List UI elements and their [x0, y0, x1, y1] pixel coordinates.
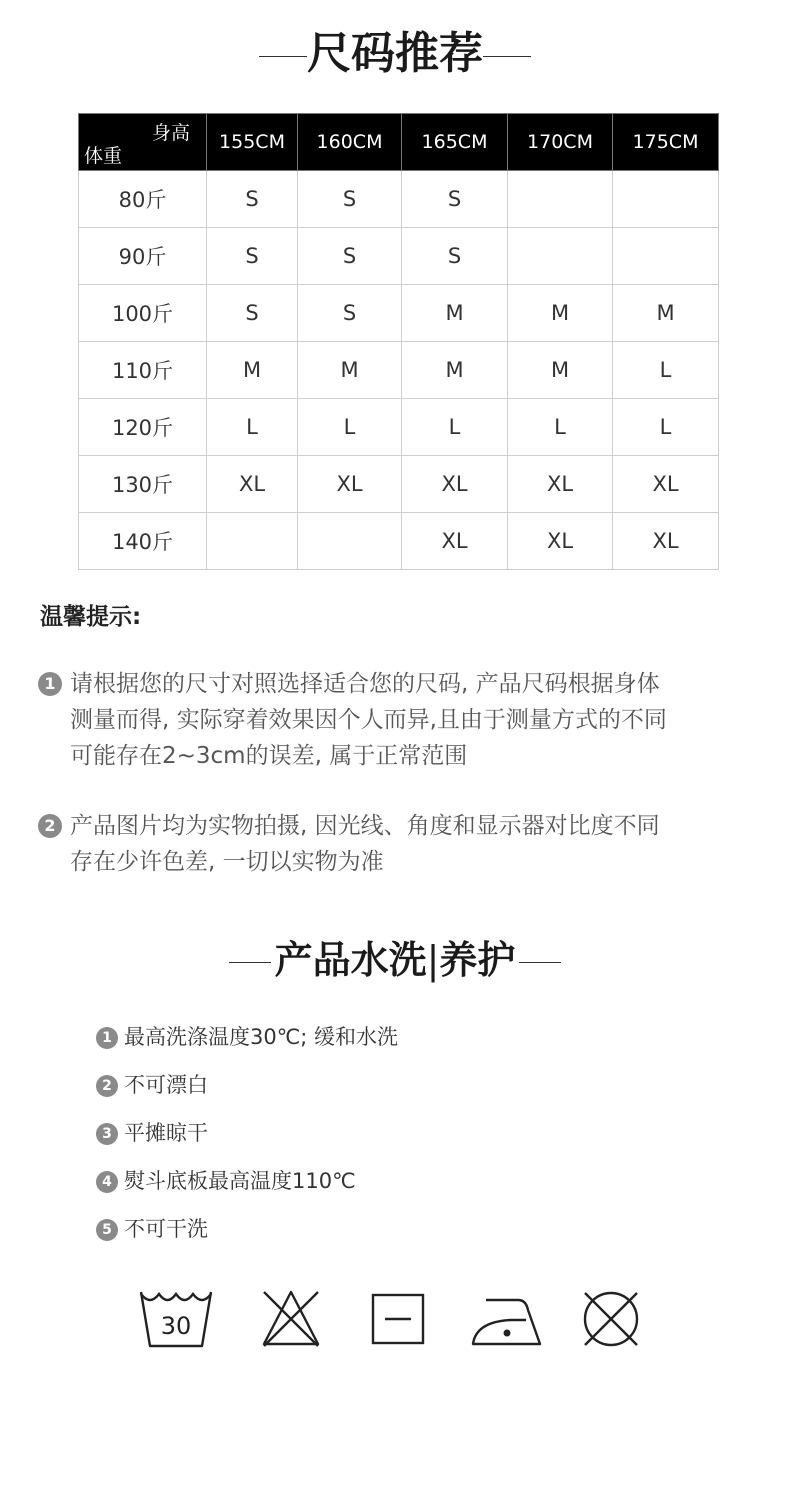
size-cell: S — [298, 171, 402, 228]
tips-title: 温馨提示: — [40, 604, 142, 630]
weight-cell: 100斤 — [79, 285, 207, 342]
wash-30-icon — [138, 1286, 214, 1350]
care-number-badge: 3 — [96, 1123, 118, 1145]
size-cell: S — [207, 285, 298, 342]
size-cell: S — [402, 228, 508, 285]
care-title-separator: | — [426, 938, 440, 982]
header-height: 175CM — [613, 114, 719, 171]
size-cell: XL — [207, 456, 298, 513]
care-item-text: 熨斗底板最高温度110℃ — [124, 1169, 356, 1193]
weight-label: 体重 — [84, 145, 123, 167]
care-item-text: 平摊晾干 — [124, 1121, 208, 1145]
size-cell — [613, 228, 719, 285]
size-cell: M — [207, 342, 298, 399]
size-cell: S — [298, 228, 402, 285]
size-cell: XL — [613, 513, 719, 570]
header-height: 170CM — [508, 114, 613, 171]
size-cell: L — [207, 399, 298, 456]
size-cell: XL — [402, 513, 508, 570]
title-dash-right — [483, 56, 531, 57]
size-cell: L — [508, 399, 613, 456]
size-cell: M — [402, 342, 508, 399]
tip-line: 测量而得, 实际穿着效果因个人而异,且由于测量方式的不同 — [70, 707, 667, 733]
title-dash-left — [229, 962, 271, 963]
care-item-text: 最高洗涤温度30℃; 缓和水洗 — [124, 1025, 399, 1049]
weight-cell: 80斤 — [79, 171, 207, 228]
table-row — [79, 513, 719, 570]
size-cell: M — [402, 285, 508, 342]
size-cell: XL — [508, 456, 613, 513]
size-cell: XL — [508, 513, 613, 570]
care-number-badge: 1 — [96, 1027, 118, 1049]
size-cell: M — [613, 285, 719, 342]
dry-flat-icon — [370, 1292, 426, 1346]
size-section-title — [0, 24, 790, 84]
table-row — [79, 285, 719, 342]
size-cell: S — [207, 228, 298, 285]
size-title-text: 尺码推荐 — [307, 28, 483, 79]
care-title-right: 养护 — [439, 938, 516, 982]
care-number-badge: 4 — [96, 1171, 118, 1193]
size-cell: M — [508, 342, 613, 399]
table-corner-cell — [79, 114, 207, 171]
table-header-row — [79, 114, 719, 171]
table-row — [79, 342, 719, 399]
tip-text — [70, 666, 758, 774]
care-item-text: 不可干洗 — [124, 1217, 208, 1241]
size-cell: M — [298, 342, 402, 399]
size-cell: L — [298, 399, 402, 456]
header-height: 155CM — [207, 114, 298, 171]
weight-cell: 140斤 — [79, 513, 207, 570]
tip-line: 请根据您的尺寸对照选择适合您的尺码, 产品尺码根据身体 — [70, 671, 660, 697]
tip-line: 产品图片均为实物拍摄, 因光线、角度和显示器对比度不同 — [70, 813, 660, 839]
tip-line: 可能存在2~3cm的误差, 属于正常范围 — [70, 743, 468, 769]
size-cell: XL — [298, 456, 402, 513]
size-cell: XL — [613, 456, 719, 513]
size-cell: M — [508, 285, 613, 342]
size-cell: S — [207, 171, 298, 228]
weight-cell: 90斤 — [79, 228, 207, 285]
care-item — [96, 1022, 398, 1052]
iron-low-icon — [470, 1292, 544, 1348]
table-row — [79, 399, 719, 456]
tip-number-badge: 2 — [38, 814, 62, 838]
tip-line: 存在少许色差, 一切以实物为准 — [70, 849, 384, 875]
no-dry-clean-icon — [580, 1288, 642, 1350]
size-cell: L — [402, 399, 508, 456]
care-item — [96, 1214, 208, 1244]
size-cell — [207, 513, 298, 570]
size-cell: XL — [402, 456, 508, 513]
care-number-badge: 5 — [96, 1219, 118, 1241]
header-height: 160CM — [298, 114, 402, 171]
size-cell — [298, 513, 402, 570]
tip-item — [38, 808, 758, 880]
weight-cell: 120斤 — [79, 399, 207, 456]
care-title-left: 产品水洗 — [274, 938, 427, 982]
height-label: 身高 — [151, 122, 190, 144]
care-item — [96, 1166, 356, 1196]
size-cell — [508, 228, 613, 285]
title-dash-left — [259, 56, 307, 57]
care-item — [96, 1118, 208, 1148]
care-number-badge: 2 — [96, 1075, 118, 1097]
size-cell: L — [613, 342, 719, 399]
table-row — [79, 228, 719, 285]
tip-text — [70, 808, 758, 880]
care-item-text: 不可漂白 — [124, 1073, 208, 1097]
size-table — [78, 113, 719, 570]
title-dash-right — [519, 962, 561, 963]
size-cell: S — [402, 171, 508, 228]
table-row — [79, 171, 719, 228]
size-cell — [508, 171, 613, 228]
care-item — [96, 1070, 208, 1100]
size-cell: L — [613, 399, 719, 456]
header-height: 165CM — [402, 114, 508, 171]
size-cell — [613, 171, 719, 228]
tip-number-badge: 1 — [38, 672, 62, 696]
table-row — [79, 456, 719, 513]
care-section-title — [0, 932, 790, 988]
weight-cell: 110斤 — [79, 342, 207, 399]
care-icons-row — [0, 1280, 790, 1360]
tip-item — [38, 666, 758, 774]
wash-temp-label: 30 — [160, 1312, 192, 1340]
no-bleach-icon — [260, 1288, 322, 1348]
size-cell: S — [298, 285, 402, 342]
weight-cell: 130斤 — [79, 456, 207, 513]
